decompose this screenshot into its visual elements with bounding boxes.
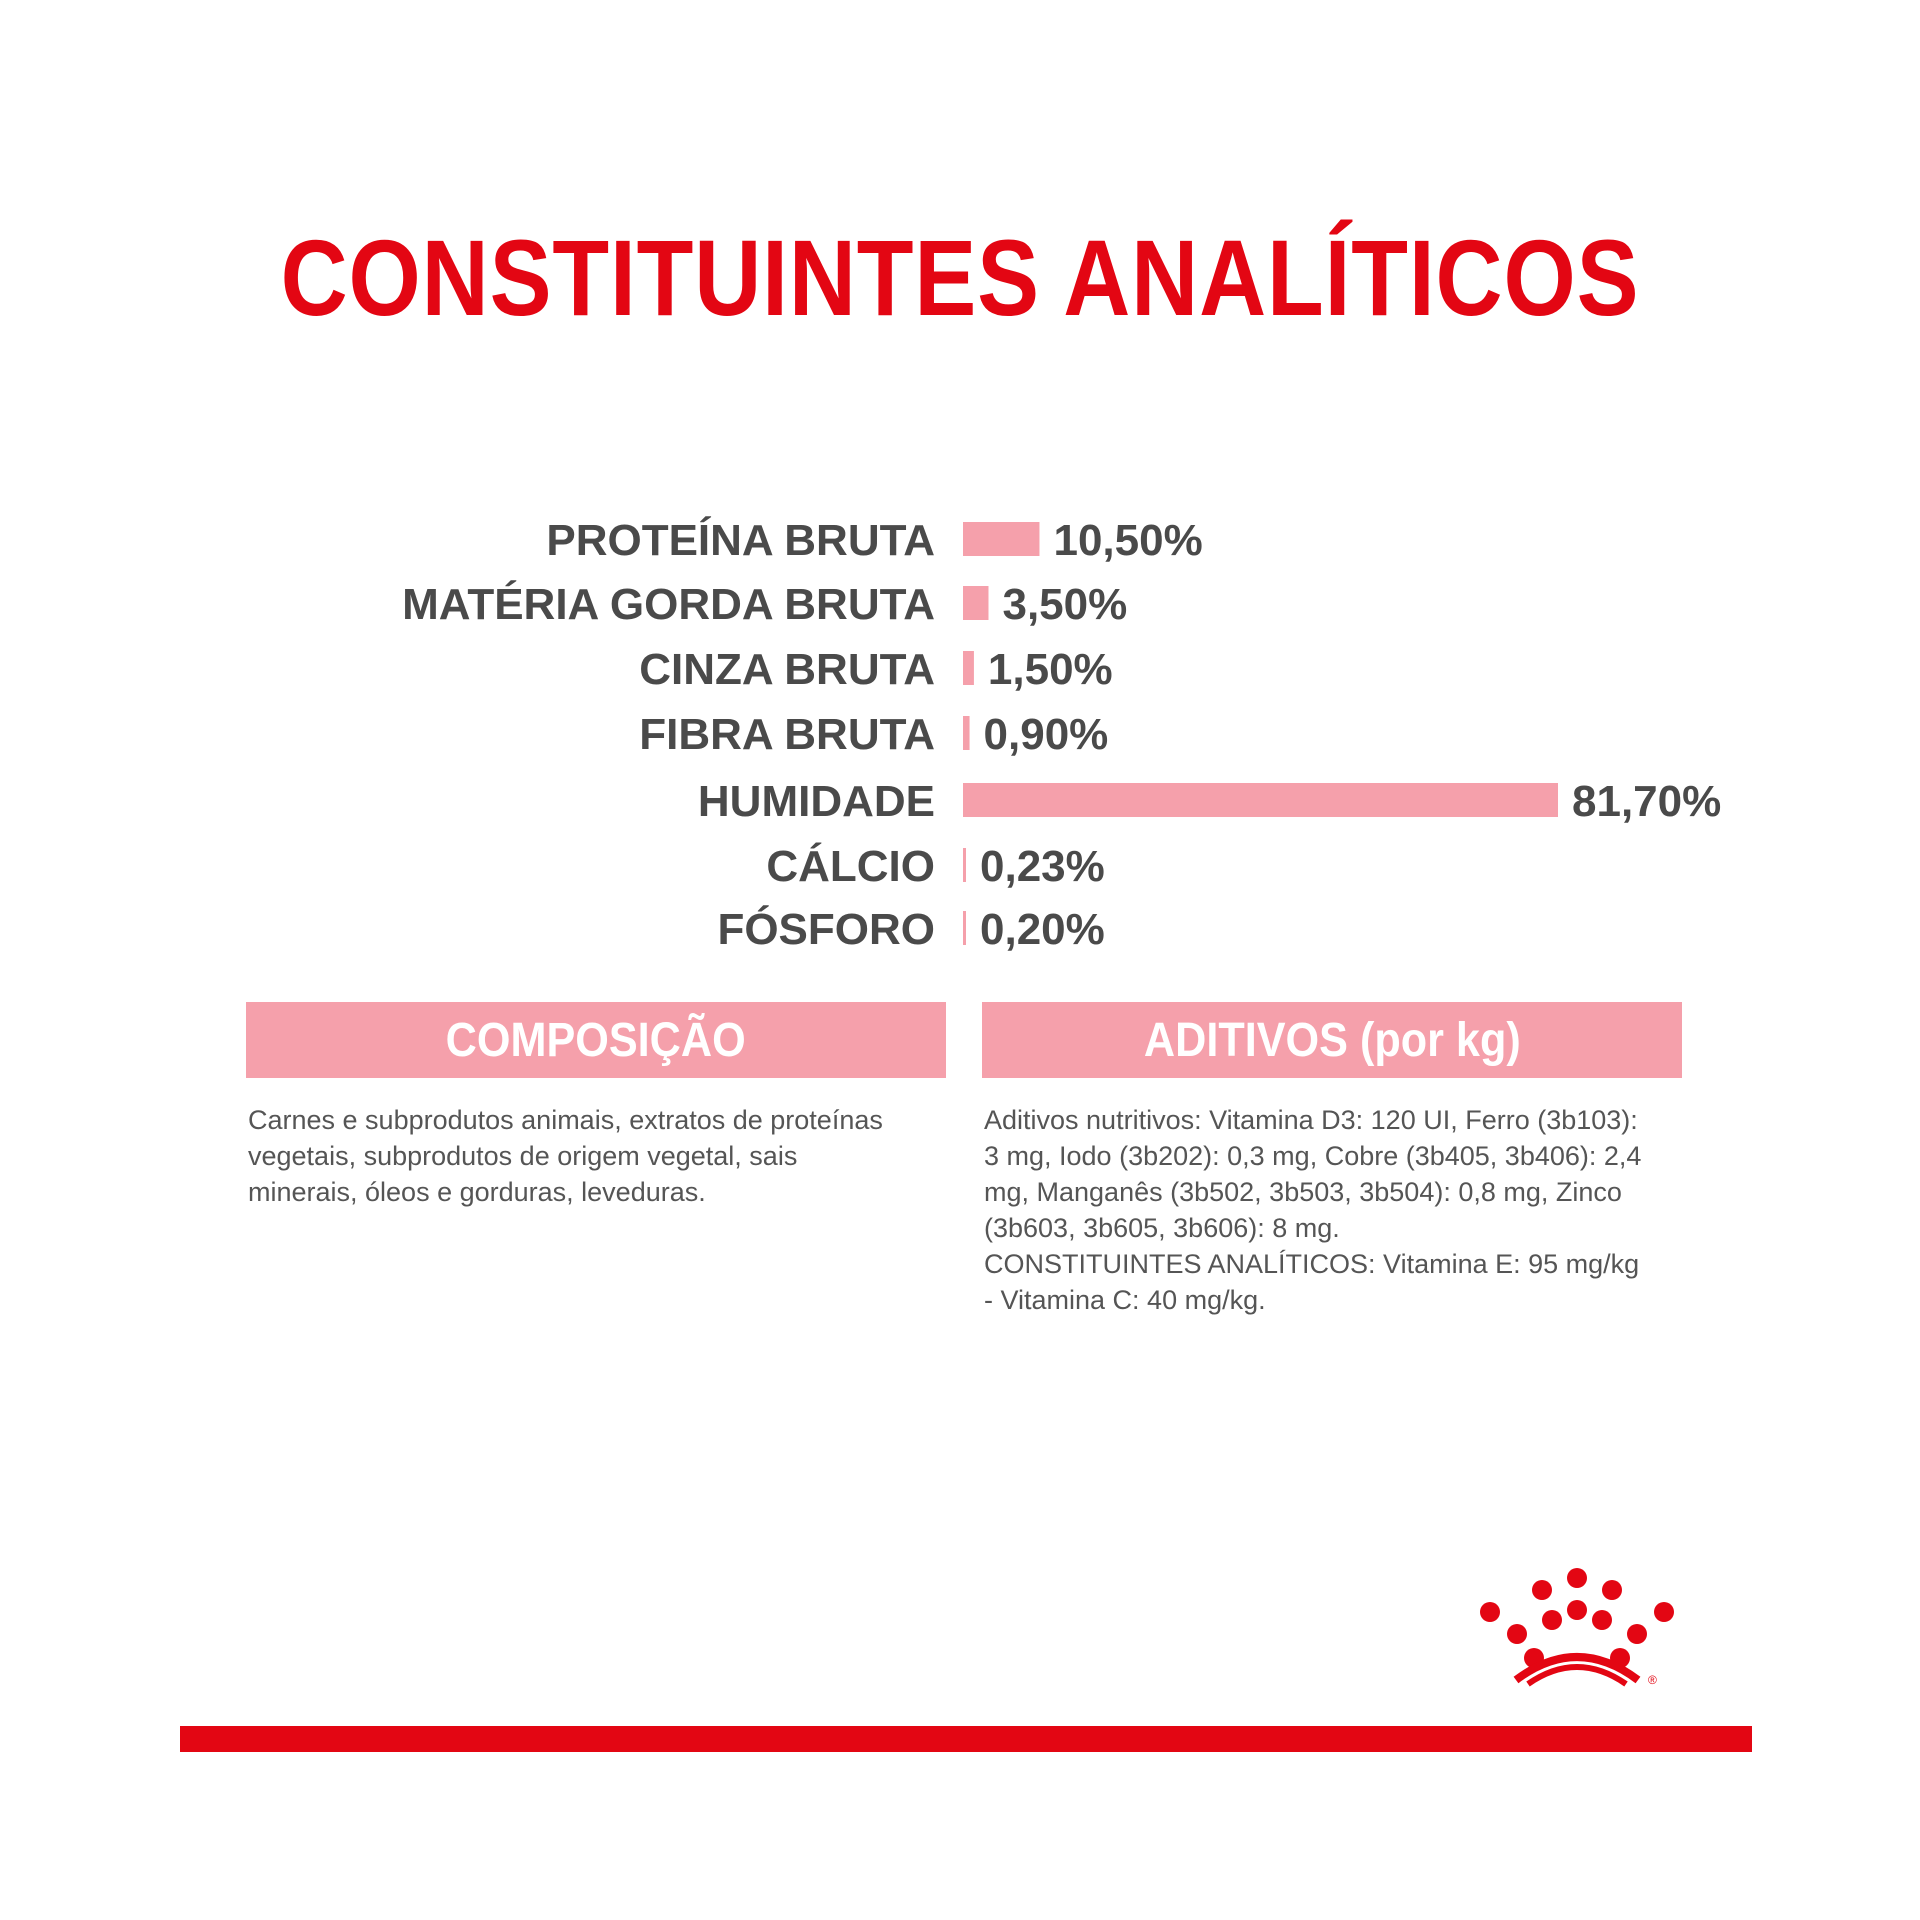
bar	[963, 522, 1039, 556]
bar	[963, 586, 988, 620]
bar	[963, 911, 966, 945]
bar	[963, 848, 966, 882]
value-label: 81,70%	[1572, 777, 1722, 826]
bottom-red-stripe	[180, 1726, 1752, 1752]
value-label: 0,23%	[980, 842, 1105, 891]
value-label: 1,50%	[987, 645, 1113, 694]
value-label: 10,50%	[1053, 516, 1203, 565]
bar	[963, 651, 974, 685]
registered-mark: ®	[1648, 1673, 1657, 1687]
category-label: HUMIDADE	[697, 777, 935, 826]
aditivos-text	[984, 1102, 1644, 1318]
value-label: 3,50%	[1002, 580, 1128, 629]
category-label: CINZA BRUTA	[639, 645, 935, 694]
aditivos-text-line: Aditivos nutritivos: Vitamina D3: 120 UI, Ferro (3b103): 3 mg, Iodo (3b202): 0,3 mg, Cobre (3b405, 3b406): 2,4 mg, Manganês (3b502, 3b503, 3b504): 0,8 mg, Zinco (3b603, 3b605, 3b606): 8 mg.	[984, 1105, 1642, 1243]
composicao-header-label: COMPOSIÇÃO	[445, 1013, 747, 1067]
nutrient-bar-chart	[0, 500, 1920, 970]
category-label: FÓSFORO	[717, 905, 935, 954]
category-label: PROTEÍNA BRUTA	[546, 516, 935, 565]
composicao-header	[246, 1002, 946, 1078]
category-label: MATÉRIA GORDA BRUTA	[402, 580, 935, 629]
value-label: 0,20%	[980, 905, 1105, 954]
page-title: CONSTITUINTES ANALÍTICOS	[280, 217, 1640, 338]
bar	[963, 783, 1558, 817]
category-label: FIBRA BRUTA	[639, 710, 935, 759]
category-label: CÁLCIO	[766, 842, 935, 891]
bar	[963, 716, 970, 750]
aditivos-header-label: ADITIVOS (por kg)	[1143, 1013, 1521, 1067]
aditivos-header	[982, 1002, 1682, 1078]
value-label: 0,90%	[983, 710, 1109, 759]
composicao-text: Carnes e subprodutos animais, extratos de proteínas vegetais, subprodutos de origem vegetal, sais minerais, óleos e gorduras, leveduras.	[248, 1105, 883, 1207]
aditivos-text-line: CONSTITUINTES ANALÍTICOS: Vitamina E: 95 mg/kg - Vitamina C: 40 mg/kg.	[984, 1249, 1640, 1315]
crown-dots-logo-icon	[1472, 1568, 1682, 1688]
